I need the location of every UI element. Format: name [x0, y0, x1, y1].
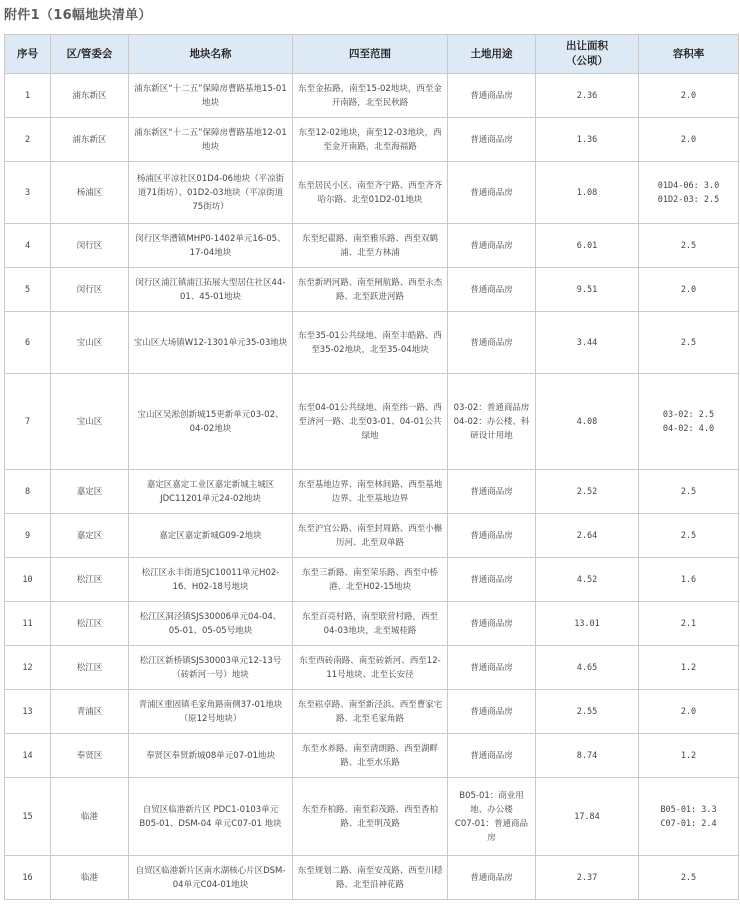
- land-use-line: 普通商品房: [470, 662, 513, 673]
- land-use-line: C07-01：普通商品房: [454, 818, 529, 843]
- cell-area: 4.08: [536, 374, 639, 470]
- cell-district: 临港: [51, 778, 129, 856]
- cell-district: 浦东新区: [51, 74, 129, 118]
- cell-area: 6.01: [536, 224, 639, 268]
- cell-land-use: [448, 734, 536, 778]
- floor-area-ratio-line: 2.1: [680, 618, 697, 629]
- table-row: [5, 162, 739, 224]
- land-use-line: B05-01：商业用地、办公楼: [459, 790, 524, 815]
- cell-land-use: [448, 646, 536, 690]
- floor-area-ratio-line: 2.0: [680, 134, 697, 145]
- land-use-line: 普通商品房: [470, 706, 513, 717]
- cell-area: 2.36: [536, 74, 639, 118]
- cell-district: 嘉定区: [51, 514, 129, 558]
- cell-land-use: [448, 856, 536, 900]
- cell-floor-area-ratio: [639, 646, 739, 690]
- cell-floor-area-ratio: [639, 734, 739, 778]
- table-row: [5, 312, 739, 374]
- cell-land-use: [448, 374, 536, 470]
- cell-area: 1.08: [536, 162, 639, 224]
- cell-district: 青浦区: [51, 690, 129, 734]
- floor-area-ratio-line: 2.5: [680, 530, 697, 541]
- cell-floor-area-ratio: [639, 224, 739, 268]
- cell-seq: 2: [5, 118, 51, 162]
- table-row: [5, 646, 739, 690]
- cell-area: 2.37: [536, 856, 639, 900]
- table-row: [5, 224, 739, 268]
- table-row: [5, 602, 739, 646]
- cell-land-use: [448, 268, 536, 312]
- cell-parcel-name: 浦东新区“十二五”保障房曹路基地15-01地块: [129, 74, 293, 118]
- cell-floor-area-ratio: [639, 602, 739, 646]
- cell-seq: 13: [5, 690, 51, 734]
- cell-district: 宝山区: [51, 374, 129, 470]
- table-row: [5, 778, 739, 856]
- cell-area: 2.55: [536, 690, 639, 734]
- cell-area: 4.65: [536, 646, 639, 690]
- cell-floor-area-ratio: [639, 74, 739, 118]
- table-row: [5, 734, 739, 778]
- cell-boundaries: 东至新坍河路、南至闸航路、西至永杰路、北至跃进河路: [293, 268, 448, 312]
- cell-district: 松江区: [51, 646, 129, 690]
- land-use-line: 04-02：办公楼、科研设计用地: [453, 416, 530, 441]
- cell-floor-area-ratio: [639, 470, 739, 514]
- cell-area: 2.64: [536, 514, 639, 558]
- table-row: [5, 690, 739, 734]
- land-use-line: 03-02：普通商品房: [453, 402, 530, 413]
- table-row: [5, 374, 739, 470]
- header-land-use: 土地用途: [448, 35, 536, 74]
- cell-boundaries: 东至35-01公共绿地、南至丰皓路、西至35-02地块，北至35-04地块: [293, 312, 448, 374]
- table-row: [5, 856, 739, 900]
- land-use-line: 普通商品房: [470, 872, 513, 883]
- land-use-line: 普通商品房: [470, 134, 513, 145]
- cell-area: 3.44: [536, 312, 639, 374]
- cell-parcel-name: 奉贤区奉贤新城08单元07-01地块: [129, 734, 293, 778]
- cell-boundaries: 东至水养路、南至清朗路、西至湖畔路、北至水乐路: [293, 734, 448, 778]
- floor-area-ratio-line: 2.5: [680, 240, 697, 251]
- cell-seq: 6: [5, 312, 51, 374]
- land-use-line: 普通商品房: [470, 618, 513, 629]
- cell-area: 13.01: [536, 602, 639, 646]
- floor-area-ratio-line: 2.0: [680, 284, 697, 295]
- cell-floor-area-ratio: [639, 690, 739, 734]
- cell-area: 17.84: [536, 778, 639, 856]
- cell-floor-area-ratio: [639, 312, 739, 374]
- document-title: 附件1（16幅地块清单）: [4, 8, 152, 23]
- header-boundaries: 四至范围: [293, 35, 448, 74]
- cell-seq: 15: [5, 778, 51, 856]
- cell-area: 2.52: [536, 470, 639, 514]
- floor-area-ratio-line: 2.0: [680, 706, 697, 717]
- header-area: [536, 35, 639, 74]
- cell-boundaries: 东至12-02地块，南至12-03地块，西至金开南路，北至海福路: [293, 118, 448, 162]
- table-row: [5, 470, 739, 514]
- floor-area-ratio-line: 2.0: [680, 90, 697, 101]
- cell-seq: 14: [5, 734, 51, 778]
- cell-area: 9.51: [536, 268, 639, 312]
- cell-boundaries: 东至规划二路、南至安茂路、西至川穏路、北至沿神花路: [293, 856, 448, 900]
- floor-area-ratio-line: 03-02: 2.5: [662, 409, 715, 420]
- cell-district: 临港: [51, 856, 129, 900]
- cell-parcel-name: 自贸区临港新片区南水湖核心片区DSM-04单元C04-01地块: [129, 856, 293, 900]
- cell-boundaries: 东至沪宜公路、南至封周路、西至小槲历河、北至双单路: [293, 514, 448, 558]
- cell-floor-area-ratio: [639, 162, 739, 224]
- cell-parcel-name: 松江区洞泾镇SJS30006单元04-04、05-01、05-05号地块: [129, 602, 293, 646]
- cell-area: 1.36: [536, 118, 639, 162]
- cell-floor-area-ratio: [639, 514, 739, 558]
- cell-land-use: [448, 690, 536, 734]
- land-use-line: 普通商品房: [470, 530, 513, 541]
- cell-boundaries: 东至三新路、南至荣乐路、西至中桥港、北至H02-15地块: [293, 558, 448, 602]
- land-use-line: 普通商品房: [470, 574, 513, 585]
- cell-land-use: [448, 224, 536, 268]
- cell-parcel-name: 嘉定区嘉定工业区嘉定新城主城区JDC11201单元24-02地块: [129, 470, 293, 514]
- floor-area-ratio-line: 1.2: [680, 750, 697, 761]
- cell-district: 杨浦区: [51, 162, 129, 224]
- cell-boundaries: 东至居民小区、南至齐宁路、西至齐齐哈尔路、北至01D2-01地块: [293, 162, 448, 224]
- header-area-line: 出让面积: [566, 40, 608, 52]
- land-use-line: 普通商品房: [470, 284, 513, 295]
- land-use-line: 普通商品房: [470, 337, 513, 348]
- table-row: [5, 514, 739, 558]
- cell-seq: 11: [5, 602, 51, 646]
- cell-seq: 12: [5, 646, 51, 690]
- cell-parcel-name: 杨浦区平凉社区01D4-06地块（平凉街道71街坊）、01D2-03地块（平凉街道75街坊）: [129, 162, 293, 224]
- cell-parcel-name: 嘉定区嘉定新城G09-2地块: [129, 514, 293, 558]
- header-seq: 序号: [5, 35, 51, 74]
- cell-seq: 10: [5, 558, 51, 602]
- land-use-line: 普通商品房: [470, 750, 513, 761]
- cell-parcel-name: 闵行区浦江镇浦江拓展大型居住社区44-01、45-01地块: [129, 268, 293, 312]
- cell-floor-area-ratio: [639, 268, 739, 312]
- floor-area-ratio-line: 1.2: [680, 662, 697, 673]
- cell-seq: 9: [5, 514, 51, 558]
- land-use-line: 普通商品房: [470, 187, 513, 198]
- cell-parcel-name: 闵行区华漕镇MHP0-1402单元16-05、17-04地块: [129, 224, 293, 268]
- cell-district: 闵行区: [51, 224, 129, 268]
- header-parcel-name: 地块名称: [129, 35, 293, 74]
- header-district: 区/管委会: [51, 35, 129, 74]
- cell-floor-area-ratio: [639, 374, 739, 470]
- cell-boundaries: 东至基地边界、南至林间路、西至基地边界、北至基地边界: [293, 470, 448, 514]
- cell-parcel-name: 松江区新桥镇SJS30003单元12-13号（砖新河一号）地块: [129, 646, 293, 690]
- floor-area-ratio-line: 2.5: [680, 337, 697, 348]
- cell-boundaries: 东至金拓路，南至15-02地块，西至金开南路，北至民秋路: [293, 74, 448, 118]
- table-row: [5, 558, 739, 602]
- cell-boundaries: 东至乔柏路、南至彩茂路、西至香柏路、北至明茂路: [293, 778, 448, 856]
- cell-floor-area-ratio: [639, 558, 739, 602]
- land-parcel-table: [4, 34, 739, 900]
- table-row: [5, 268, 739, 312]
- cell-seq: 7: [5, 374, 51, 470]
- table-row: [5, 118, 739, 162]
- cell-floor-area-ratio: [639, 778, 739, 856]
- cell-area: 8.74: [536, 734, 639, 778]
- cell-area: 4.52: [536, 558, 639, 602]
- cell-parcel-name: 浦东新区“十二五”保障房曹路基地12-01地块: [129, 118, 293, 162]
- cell-parcel-name: 宝山区吴淞创新城15更新单元03-02、04-02地块: [129, 374, 293, 470]
- cell-district: 松江区: [51, 602, 129, 646]
- header-floor-area-ratio: 容积率: [639, 35, 739, 74]
- cell-boundaries: 东至西砖南路、南至砖新河、西至12-11号地块、北至长安径: [293, 646, 448, 690]
- cell-district: 闵行区: [51, 268, 129, 312]
- cell-boundaries: 东至百亮村路，南至联营村路，西至04-03地块，北至城桂路: [293, 602, 448, 646]
- cell-parcel-name: 青浦区重固镇毛家角路南侧37-01地块（原12号地块）: [129, 690, 293, 734]
- cell-parcel-name: 自贸区临港新片区 PDC1-0103单元 B05-01、DSM-04 单元C07-01 地块: [129, 778, 293, 856]
- cell-seq: 8: [5, 470, 51, 514]
- floor-area-ratio-line: 2.5: [680, 872, 697, 883]
- table-header-row: [5, 35, 739, 74]
- cell-seq: 3: [5, 162, 51, 224]
- cell-seq: 1: [5, 74, 51, 118]
- cell-district: 奉贤区: [51, 734, 129, 778]
- cell-land-use: [448, 470, 536, 514]
- table-body: [5, 74, 739, 900]
- cell-seq: 4: [5, 224, 51, 268]
- cell-land-use: [448, 118, 536, 162]
- cell-land-use: [448, 602, 536, 646]
- floor-area-ratio-line: 2.5: [680, 486, 697, 497]
- cell-land-use: [448, 558, 536, 602]
- land-use-line: 普通商品房: [470, 240, 513, 251]
- table-row: [5, 74, 739, 118]
- floor-area-ratio-line: 1.6: [680, 574, 697, 585]
- cell-floor-area-ratio: [639, 118, 739, 162]
- cell-land-use: [448, 514, 536, 558]
- cell-land-use: [448, 312, 536, 374]
- cell-floor-area-ratio: [639, 856, 739, 900]
- cell-boundaries: 东至纪翟路、南至雅乐路、西至双鹤浦、北至方林浦: [293, 224, 448, 268]
- cell-boundaries: 东至04-01公共绿地、南至纬一路、西至济河一路、北至03-01、04-01公共绿地: [293, 374, 448, 470]
- header-area-unit: （公顷）: [566, 55, 608, 67]
- floor-area-ratio-line: 01D4-06: 3.0: [657, 180, 720, 191]
- cell-parcel-name: 宝山区大场镇W12-1301单元35-03地块: [129, 312, 293, 374]
- cell-parcel-name: 松江区永丰街道SJC10011单元H02-16、H02-18号地块: [129, 558, 293, 602]
- land-use-line: 普通商品房: [470, 90, 513, 101]
- cell-district: 嘉定区: [51, 470, 129, 514]
- cell-district: 松江区: [51, 558, 129, 602]
- cell-land-use: [448, 74, 536, 118]
- cell-district: 宝山区: [51, 312, 129, 374]
- floor-area-ratio-line: B05-01: 3.3: [660, 804, 717, 815]
- cell-land-use: [448, 162, 536, 224]
- cell-land-use: [448, 778, 536, 856]
- cell-seq: 16: [5, 856, 51, 900]
- floor-area-ratio-line: C07-01: 2.4: [660, 818, 717, 829]
- cell-district: 浦东新区: [51, 118, 129, 162]
- floor-area-ratio-line: 01D2-03: 2.5: [657, 194, 720, 205]
- cell-seq: 5: [5, 268, 51, 312]
- land-use-line: 普通商品房: [470, 486, 513, 497]
- floor-area-ratio-line: 04-02: 4.0: [662, 423, 715, 434]
- cell-boundaries: 东至崧卓路、南至新泾浜、西至曹家宅路、北至毛家角路: [293, 690, 448, 734]
